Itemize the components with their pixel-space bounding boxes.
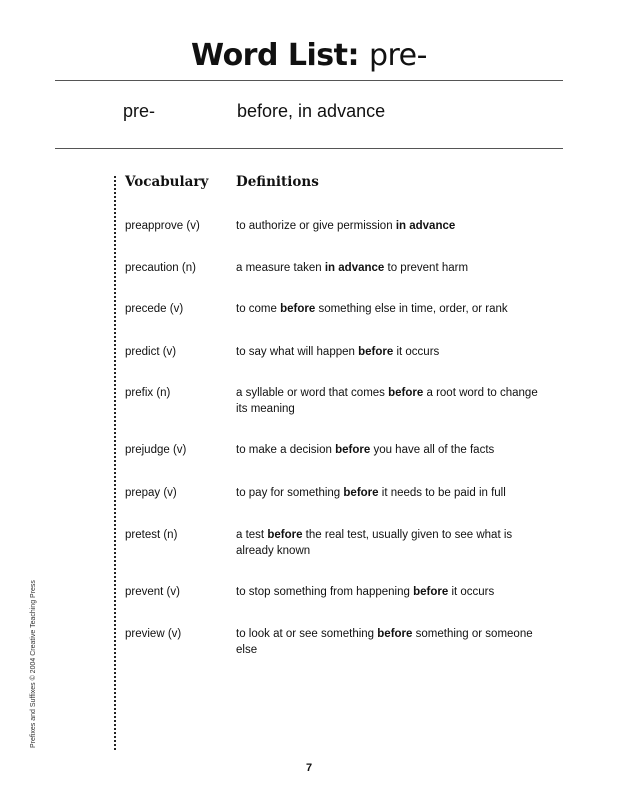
vocab-word: precaution (n) — [125, 262, 196, 274]
vocab-word: prevent (v) — [125, 586, 180, 598]
page-title — [0, 38, 618, 73]
definition: to authorize or give permission in advance — [236, 220, 456, 232]
copyright-side-text: Prefixes and Suffixes © 2004 Creative Teaching Press — [30, 580, 37, 748]
vocab-word: preview (v) — [125, 628, 182, 640]
vocab-word: preapprove (v) — [125, 220, 200, 232]
definition: to pay for something before it needs to be paid in full — [236, 487, 506, 499]
title-suffix: pre- — [368, 38, 427, 73]
bottom-rule — [55, 148, 563, 149]
prefix-meaning: before, in advance — [237, 101, 386, 121]
vocab-word: prejudge (v) — [125, 444, 187, 456]
definition: a test before the real test, usually given to see what is already known — [236, 529, 513, 557]
top-rule — [55, 80, 563, 81]
definition: to stop something from happening before it occurs — [236, 586, 495, 598]
prefix-text: pre- — [123, 101, 156, 121]
definitions-header: Definitions — [236, 174, 319, 190]
definition: to make a decision before you have all of the facts — [236, 444, 495, 456]
definition: to say what will happen before it occurs — [236, 346, 440, 358]
vocabulary-header: Vocabulary — [125, 174, 209, 190]
title-main: Word List: — [191, 38, 359, 73]
definition: to come before something else in time, order, or rank — [236, 303, 508, 315]
definition: to look at or see something before something or someone else — [236, 628, 533, 656]
vocab-word: predict (v) — [125, 346, 177, 358]
page-number: 7 — [305, 762, 313, 774]
vocab-word: prefix (n) — [125, 387, 171, 399]
vocab-word: prepay (v) — [125, 487, 177, 499]
definition: a measure taken in advance to prevent harm — [236, 262, 469, 274]
definition: a syllable or word that comes before a root word to change its meaning — [236, 387, 538, 415]
vocab-word: precede (v) — [125, 303, 184, 315]
vocab-word: pretest (n) — [125, 529, 178, 541]
dotted-margin-line — [114, 176, 116, 750]
